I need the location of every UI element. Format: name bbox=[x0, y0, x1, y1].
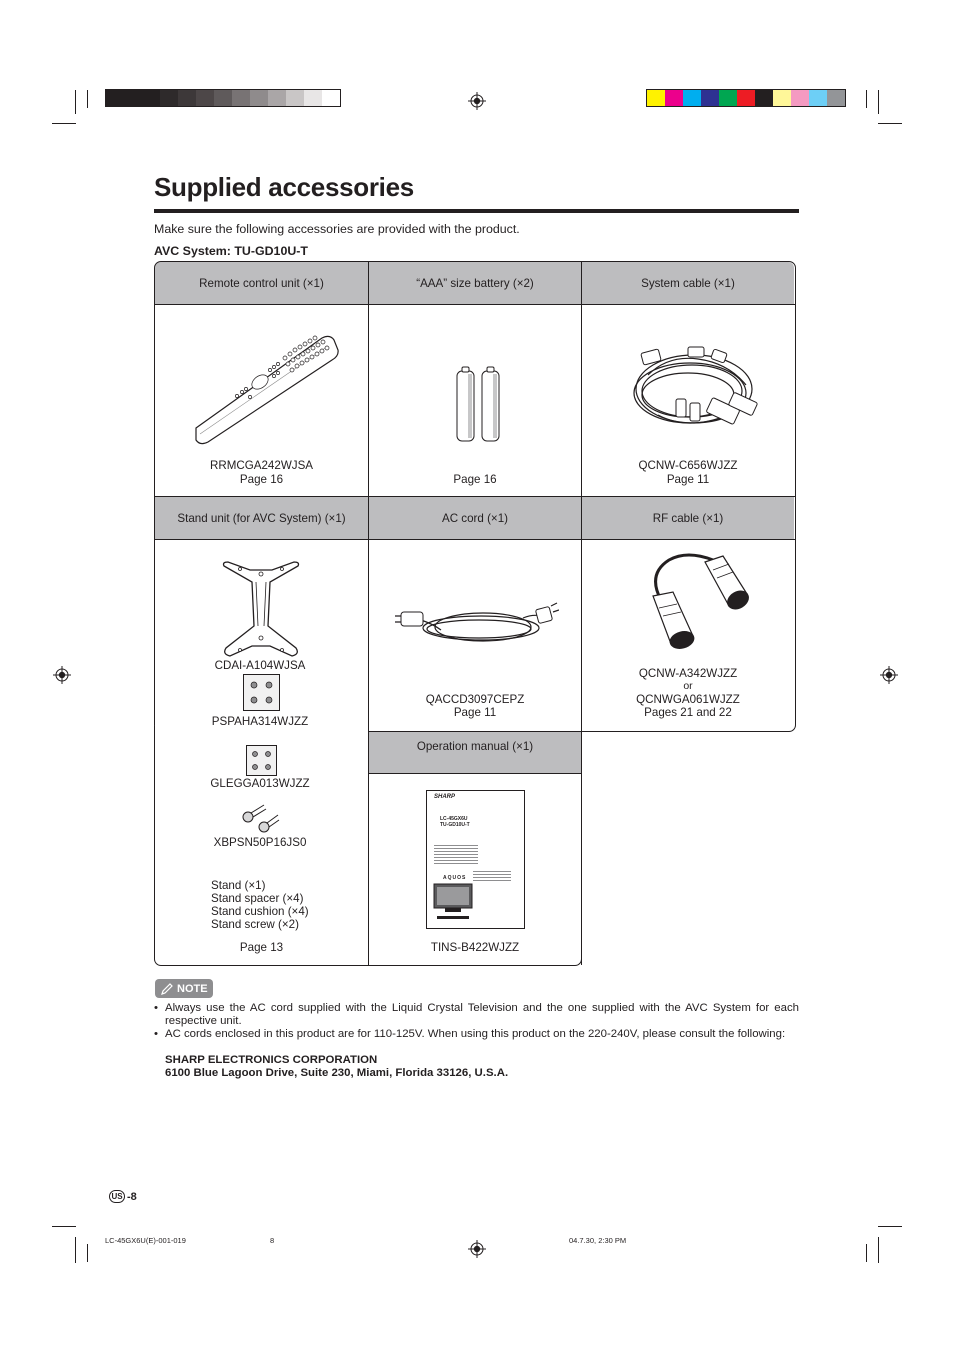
region-badge: US bbox=[109, 1190, 125, 1203]
rf-cable-or: or bbox=[683, 680, 693, 692]
ac-cord-page-ref: Page 11 bbox=[453, 706, 497, 719]
note-text-1: Always use the AC cord supplied with the Liquid Crystal Television and the one supplied with the AVC System for each respective unit. bbox=[165, 1002, 799, 1027]
stand-contents-3: Stand cushion (×4) bbox=[211, 905, 309, 918]
calibration-swatch bbox=[773, 90, 791, 106]
calibration-swatch bbox=[286, 90, 304, 106]
slug-timestamp: 04.7.30, 2:30 PM bbox=[569, 1236, 627, 1245]
calibration-swatch bbox=[791, 90, 809, 106]
header-stand-unit: Stand unit (for AVC System) (×1) bbox=[155, 497, 368, 539]
calibration-swatch bbox=[322, 90, 340, 106]
page-number bbox=[109, 1190, 137, 1203]
calibration-swatch bbox=[124, 90, 142, 106]
aaa-battery-icon bbox=[452, 365, 504, 445]
stand-contents-4: Stand screw (×2) bbox=[211, 918, 299, 931]
registration-mark-icon bbox=[468, 92, 486, 110]
stand-icon bbox=[220, 560, 302, 660]
system-cable-part-number: QCNW-C656WJZZ bbox=[638, 459, 738, 472]
system-cable-page-ref: Page 11 bbox=[666, 473, 710, 486]
slug-filename: LC-45GX6U(E)-001-019 bbox=[105, 1236, 186, 1245]
slug-page: 8 bbox=[270, 1236, 275, 1245]
stand-contents-1: Stand (×1) bbox=[211, 879, 266, 892]
calibration-swatch bbox=[755, 90, 773, 106]
header-rf-cable: RF cable (×1) bbox=[582, 497, 794, 539]
manual-model-1: LC-45GX6U bbox=[440, 816, 468, 822]
stand-spacer-icon bbox=[243, 674, 280, 711]
rf-cable-icon bbox=[643, 550, 753, 652]
header-operation-manual: Operation manual (×1) bbox=[369, 732, 581, 774]
battery-page-ref: Page 16 bbox=[453, 473, 497, 486]
manual-model-2: TU-GD10U-T bbox=[440, 822, 470, 828]
system-cable-icon bbox=[628, 345, 762, 440]
calibration-swatch bbox=[701, 90, 719, 106]
calibration-swatch bbox=[683, 90, 701, 106]
calibration-swatch bbox=[719, 90, 737, 106]
rf-cable-page-ref: Pages 21 and 22 bbox=[644, 706, 732, 719]
calibration-swatch bbox=[106, 90, 124, 106]
calibration-swatch bbox=[142, 90, 160, 106]
stand-screw-icon bbox=[240, 803, 280, 835]
pencil-icon bbox=[160, 982, 174, 996]
note-bullets bbox=[154, 1002, 799, 1041]
calibration-swatch bbox=[827, 90, 845, 106]
calibration-swatch bbox=[304, 90, 322, 106]
intro-text: Make sure the following accessories are provided with the product. bbox=[154, 222, 520, 236]
ac-cord-part-number: QACCD3097CEPZ bbox=[425, 693, 525, 706]
manual-aquos-logo: AQUOS bbox=[443, 875, 467, 881]
stand-contents-2: Stand spacer (×4) bbox=[211, 892, 304, 905]
remote-part-number: RRMCGA242WJSA bbox=[209, 459, 314, 472]
header-ac-cord: AC cord (×1) bbox=[369, 497, 581, 539]
ac-cord-icon bbox=[393, 600, 559, 650]
calibration-swatch bbox=[178, 90, 196, 106]
note-bullet: • Always use the AC cord supplied with the Liquid Crystal Television and the one supplied with the AVC System for each respective unit. bbox=[154, 1002, 799, 1027]
gray-calibration-bar bbox=[105, 89, 341, 107]
rf-cable-part-number-1: QCNW-A342WJZZ bbox=[638, 667, 738, 680]
header-remote-control: Remote control unit (×1) bbox=[155, 262, 368, 304]
calibration-swatch bbox=[160, 90, 178, 106]
note-badge bbox=[155, 979, 213, 998]
header-battery: “AAA” size battery (×2) bbox=[369, 262, 581, 304]
calibration-swatch bbox=[196, 90, 214, 106]
registration-mark-icon bbox=[880, 666, 898, 684]
stand-cushion-icon bbox=[246, 745, 277, 776]
page-title: Supplied accessories bbox=[154, 172, 414, 202]
calibration-swatch bbox=[809, 90, 827, 106]
calibration-swatch bbox=[737, 90, 755, 106]
calibration-swatch bbox=[647, 90, 665, 106]
stand-cushion-part-number: GLEGGA013WJZZ bbox=[210, 777, 310, 790]
color-calibration-bar bbox=[646, 89, 846, 107]
title-underline bbox=[154, 209, 799, 213]
note-bullet: • AC cords enclosed in this product are for 110-125V. When using this product on the 220-240V, please consult the following: bbox=[154, 1028, 799, 1041]
stand-spacer-part-number: PSPAHA314WJZZ bbox=[211, 715, 309, 728]
manual-brand-logo: SHARP bbox=[434, 794, 456, 800]
calibration-swatch bbox=[250, 90, 268, 106]
rf-cable-part-number-2: QCNWGA061WJZZ bbox=[636, 693, 740, 706]
company-address: 6100 Blue Lagoon Drive, Suite 230, Miami, Florida 33126, U.S.A. bbox=[165, 1067, 509, 1079]
system-model-label: AVC System: TU-GD10U-T bbox=[154, 244, 308, 258]
registration-mark-icon bbox=[468, 1240, 486, 1258]
manual-part-number: TINS-B422WJZZ bbox=[430, 941, 520, 954]
operation-manual-cover bbox=[426, 790, 525, 929]
company-name: SHARP ELECTRONICS CORPORATION bbox=[165, 1054, 378, 1066]
remote-control-icon bbox=[190, 330, 340, 445]
page-number-text: -8 bbox=[127, 1190, 137, 1203]
calibration-swatch bbox=[232, 90, 250, 106]
stand-screw-part-number: XBPSN50P16JS0 bbox=[213, 836, 307, 849]
header-system-cable: System cable (×1) bbox=[582, 262, 794, 304]
stand-part-number: CDAI-A104WJSA bbox=[214, 659, 306, 672]
calibration-swatch bbox=[268, 90, 286, 106]
note-label: NOTE bbox=[177, 982, 208, 995]
remote-page-ref: Page 16 bbox=[239, 473, 284, 486]
registration-mark-icon bbox=[53, 666, 71, 684]
calibration-swatch bbox=[665, 90, 683, 106]
calibration-swatch bbox=[214, 90, 232, 106]
manual-tv-illustration-icon bbox=[433, 883, 473, 921]
note-text-2: AC cords enclosed in this product are for 110-125V. When using this product on the 220-240V, please consult the following: bbox=[165, 1028, 786, 1040]
stand-page-ref: Page 13 bbox=[239, 941, 284, 954]
